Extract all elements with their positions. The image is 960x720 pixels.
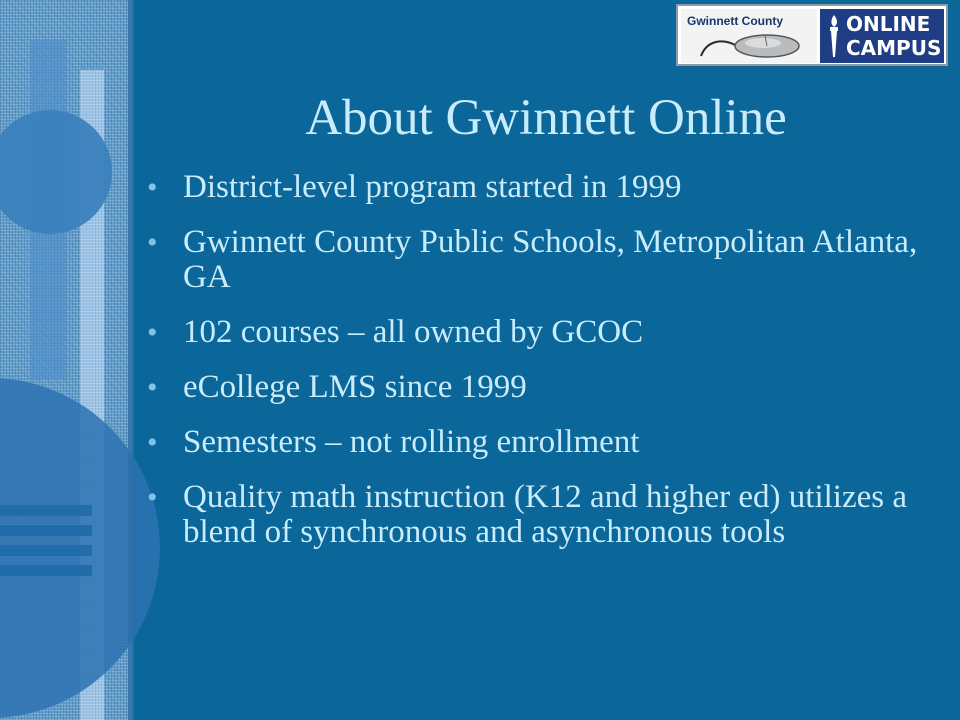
bullet-item [147,425,937,460]
bullet-text: District-level program started in 1999 [183,169,682,205]
decorative-stripe [0,525,92,536]
logo-online-text: ONLINE [846,12,931,36]
torch-icon [825,13,843,59]
slide-title: About Gwinnett Online [305,90,787,146]
bullet-dot-icon: • [147,371,158,404]
bullet-dot-icon: • [147,481,158,514]
bullet-text: Quality math instruction (K12 and higher ed) utilizes a blend of synchronous and asynchronous tools [183,479,907,550]
bullet-text: Semesters – not rolling enrollment [183,424,640,460]
logo-campus-text: CAMPUS [846,36,942,60]
decorative-stripe [0,565,92,576]
logo-online-campus-panel [820,9,944,63]
bullet-list [147,170,937,570]
bullet-dot-icon: • [147,171,158,204]
bullet-dot-icon: • [147,316,158,349]
bullet-item [147,480,937,550]
computer-mouse-icon [697,30,807,62]
decorative-stripe [0,545,92,556]
bullet-text: 102 courses – all owned by GCOC [183,314,644,350]
logo-county-text: Gwinnett County [687,14,783,28]
bullet-item [147,370,937,405]
bullet-text: eCollege LMS since 1999 [183,369,527,405]
bullet-dot-icon: • [147,226,158,259]
logo-county-panel [681,9,817,63]
bullet-text: Gwinnett County Public Schools, Metropolitan Atlanta, GA [183,224,918,295]
bullet-item [147,225,937,295]
bullet-dot-icon: • [147,426,158,459]
decorative-stripe [0,505,92,516]
gwinnett-online-campus-logo [676,4,948,66]
bullet-item [147,170,937,205]
bullet-item [147,315,937,350]
